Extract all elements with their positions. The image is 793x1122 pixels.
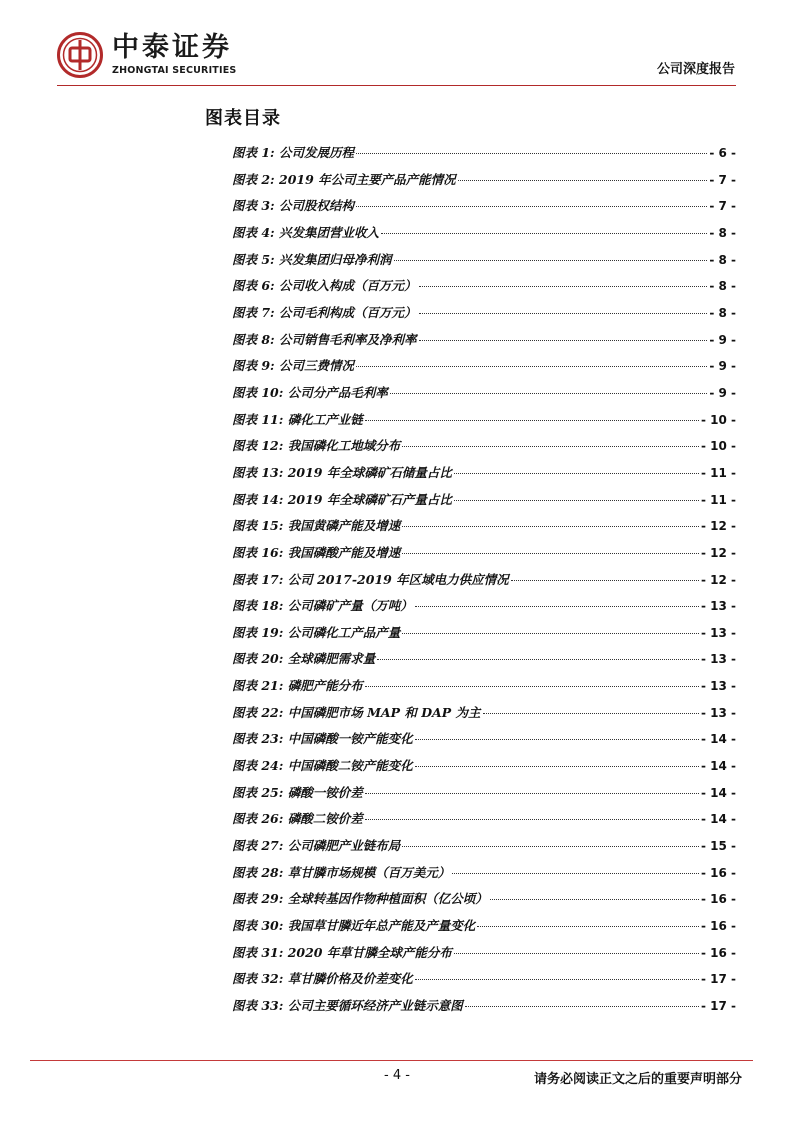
toc-entry[interactable] <box>232 353 736 380</box>
toc-dot-leader <box>415 606 699 607</box>
toc-entry-page: - 8 - <box>709 279 736 294</box>
toc-entry[interactable] <box>232 433 736 460</box>
footer-disclaimer: 请务必阅读正文之后的重要声明部分 <box>533 1072 742 1087</box>
toc-dot-leader <box>483 713 699 714</box>
toc-entry-label: 图表 14: 2019 年全球磷矿石产量占比 <box>232 491 452 507</box>
toc-entry[interactable] <box>232 646 736 673</box>
toc-entry-page: - 14 - <box>700 785 736 800</box>
toc-entry-label: 图表 23: 中国磷酸一铵产能变化 <box>232 731 413 747</box>
toc-entry-label: 图表 3: 公司股权结构 <box>232 198 355 214</box>
toc-entry[interactable] <box>232 993 736 1020</box>
toc-entry[interactable] <box>232 487 736 514</box>
toc-entry-page: - 16 - <box>700 865 736 880</box>
toc-dot-leader <box>402 846 699 847</box>
toc-entry-label: 图表 12: 我国磷化工地域分布 <box>232 438 401 454</box>
toc-entry[interactable] <box>232 593 736 620</box>
toc-entry-page: - 12 - <box>700 519 736 534</box>
brand-name-cn: 中泰证券 <box>112 32 232 63</box>
toc-dot-leader <box>377 659 699 660</box>
figure-table-of-contents <box>232 140 736 1020</box>
toc-entry-page: - 12 - <box>700 572 736 587</box>
toc-entry[interactable] <box>232 140 736 167</box>
toc-entry[interactable] <box>232 673 736 700</box>
toc-entry-page: - 9 - <box>709 385 736 400</box>
toc-dot-leader <box>390 393 708 394</box>
toc-entry[interactable] <box>232 460 736 487</box>
toc-entry-page: - 13 - <box>700 679 736 694</box>
toc-dot-leader <box>365 793 699 794</box>
toc-entry-page: - 7 - <box>709 172 736 187</box>
toc-entry[interactable] <box>232 886 736 913</box>
toc-entry-page: - 10 - <box>700 439 736 454</box>
toc-entry-label: 图表 7: 公司毛利构成（百万元） <box>232 304 417 320</box>
toc-dot-leader <box>365 819 699 820</box>
toc-dot-leader <box>402 526 699 527</box>
toc-entry[interactable] <box>232 780 736 807</box>
toc-entry-label: 图表 31: 2020 年草甘膦全球产能分布 <box>232 944 452 960</box>
toc-entry[interactable] <box>232 753 736 780</box>
toc-entry-label: 图表 9: 公司三费情况 <box>232 358 355 374</box>
toc-entry-page: - 14 - <box>700 759 736 774</box>
toc-entry-page: - 13 - <box>700 599 736 614</box>
toc-title: 图表目录 <box>205 108 281 129</box>
toc-dot-leader <box>511 580 699 581</box>
toc-entry[interactable] <box>232 380 736 407</box>
toc-entry-label: 图表 32: 草甘膦价格及价差变化 <box>232 971 413 987</box>
toc-entry-page: - 16 - <box>700 945 736 960</box>
toc-entry[interactable] <box>232 540 736 567</box>
toc-entry[interactable] <box>232 220 736 247</box>
toc-entry[interactable] <box>232 726 736 753</box>
toc-entry[interactable] <box>232 327 736 354</box>
toc-entry[interactable] <box>232 913 736 940</box>
toc-entry-page: - 14 - <box>700 732 736 747</box>
toc-entry-page: - 6 - <box>709 146 736 160</box>
toc-entry-label: 图表 4: 兴发集团营业收入 <box>232 224 380 240</box>
toc-dot-leader <box>415 739 699 740</box>
toc-entry-label: 图表 24: 中国磷酸二铵产能变化 <box>232 758 413 774</box>
toc-entry-label: 图表 25: 磷酸一铵价差 <box>232 784 363 800</box>
toc-entry-page: - 11 - <box>700 465 736 480</box>
toc-dot-leader <box>356 206 707 207</box>
toc-dot-leader <box>454 953 699 954</box>
toc-entry[interactable] <box>232 247 736 274</box>
toc-dot-leader <box>490 899 699 900</box>
toc-dot-leader <box>419 340 708 341</box>
toc-entry[interactable] <box>232 513 736 540</box>
toc-entry-label: 图表 18: 公司磷矿产量（万吨） <box>232 598 413 614</box>
header-divider <box>57 85 736 86</box>
toc-entry-label: 图表 27: 公司磷肥产业链布局 <box>232 838 401 854</box>
toc-dot-leader <box>402 633 699 634</box>
toc-entry-label: 图表 16: 我国磷酸产能及增速 <box>232 544 401 560</box>
toc-entry-label: 图表 22: 中国磷肥市场 MAP 和 DAP 为主 <box>232 704 481 720</box>
toc-entry-label: 图表 19: 公司磷化工产品产量 <box>232 624 401 640</box>
toc-entry[interactable] <box>232 940 736 967</box>
toc-entry-label: 图表 17: 公司 2017-2019 年区域电力供应情况 <box>232 571 509 587</box>
toc-entry-label: 图表 20: 全球磷肥需求量 <box>232 651 376 667</box>
toc-entry-page: - 7 - <box>709 199 736 214</box>
toc-dot-leader <box>465 1006 699 1007</box>
toc-entry-label: 图表 21: 磷肥产能分布 <box>232 678 363 694</box>
toc-dot-leader <box>365 686 699 687</box>
toc-entry[interactable] <box>232 273 736 300</box>
toc-entry-page: - 13 - <box>700 705 736 720</box>
toc-entry-page: - 9 - <box>709 332 736 347</box>
toc-dot-leader <box>419 313 708 314</box>
toc-entry[interactable] <box>232 167 736 194</box>
toc-entry[interactable] <box>232 567 736 594</box>
toc-dot-leader <box>356 366 707 367</box>
toc-dot-leader <box>454 500 699 501</box>
toc-entry-label: 图表 28: 草甘膦市场规模（百万美元） <box>232 864 451 880</box>
toc-dot-leader <box>356 153 707 154</box>
toc-dot-leader <box>477 926 699 927</box>
toc-entry-page: - 16 - <box>700 892 736 907</box>
toc-dot-leader <box>415 979 699 980</box>
toc-entry-label: 图表 8: 公司销售毛利率及净利率 <box>232 331 417 347</box>
toc-entry[interactable] <box>232 860 736 887</box>
toc-dot-leader <box>402 446 699 447</box>
toc-entry[interactable] <box>232 806 736 833</box>
toc-entry[interactable] <box>232 700 736 727</box>
toc-dot-leader <box>419 286 708 287</box>
toc-entry-page: - 10 - <box>700 412 736 427</box>
toc-entry[interactable] <box>232 833 736 860</box>
toc-dot-leader <box>452 873 699 874</box>
toc-entry-label: 图表 11: 磷化工产业链 <box>232 411 363 427</box>
toc-entry-page: - 13 - <box>700 652 736 667</box>
toc-entry-label: 图表 2: 2019 年公司主要产品产能情况 <box>232 171 456 187</box>
toc-entry-label: 图表 30: 我国草甘膦近年总产能及产量变化 <box>232 918 476 934</box>
toc-entry-label: 图表 10: 公司分产品毛利率 <box>232 384 388 400</box>
page-header <box>0 0 793 100</box>
toc-entry-label: 图表 29: 全球转基因作物种植面积（亿公顷） <box>232 891 488 907</box>
toc-entry-label: 图表 15: 我国黄磷产能及增速 <box>232 518 401 534</box>
toc-dot-leader <box>402 553 699 554</box>
toc-entry-page: - 8 - <box>709 305 736 320</box>
brand-name-en: ZHONGTAI SECURITIES <box>112 65 237 76</box>
toc-entry-page: - 8 - <box>709 252 736 267</box>
toc-entry[interactable] <box>232 407 736 434</box>
toc-entry[interactable] <box>232 620 736 647</box>
toc-dot-leader <box>394 260 708 261</box>
footer-divider <box>30 1060 753 1061</box>
toc-entry-label: 图表 6: 公司收入构成（百万元） <box>232 278 417 294</box>
toc-entry-label: 图表 26: 磷酸二铵价差 <box>232 811 363 827</box>
toc-entry-page: - 15 - <box>700 839 736 854</box>
report-type-label: 公司深度报告 <box>656 62 735 77</box>
toc-entry-page: - 16 - <box>700 919 736 934</box>
toc-entry-label: 图表 1: 公司发展历程 <box>232 145 355 160</box>
toc-dot-leader <box>415 766 699 767</box>
toc-entry-page: - 13 - <box>700 625 736 640</box>
toc-entry-page: - 12 - <box>700 545 736 560</box>
toc-entry-page: - 11 - <box>700 492 736 507</box>
toc-entry-label: 图表 13: 2019 年全球磷矿石储量占比 <box>232 464 452 480</box>
toc-dot-leader <box>381 233 707 234</box>
toc-entry-page: - 17 - <box>700 999 736 1013</box>
toc-entry-label: 图表 5: 兴发集团归母净利润 <box>232 251 392 267</box>
toc-dot-leader <box>458 180 708 181</box>
toc-entry-page: - 9 - <box>709 359 736 374</box>
toc-entry-page: - 17 - <box>700 972 736 987</box>
toc-dot-leader <box>454 473 699 474</box>
toc-entry-page: - 8 - <box>709 225 736 240</box>
toc-entry[interactable] <box>232 193 736 220</box>
toc-entry[interactable] <box>232 966 736 993</box>
zhongtai-logo-icon <box>57 32 103 78</box>
toc-dot-leader <box>365 420 699 421</box>
toc-entry[interactable] <box>232 300 736 327</box>
page-number: - 4 - <box>384 1068 410 1083</box>
toc-entry-page: - 14 - <box>700 812 736 827</box>
toc-entry-label: 图表 33: 公司主要循环经济产业链示意图 <box>232 998 463 1013</box>
